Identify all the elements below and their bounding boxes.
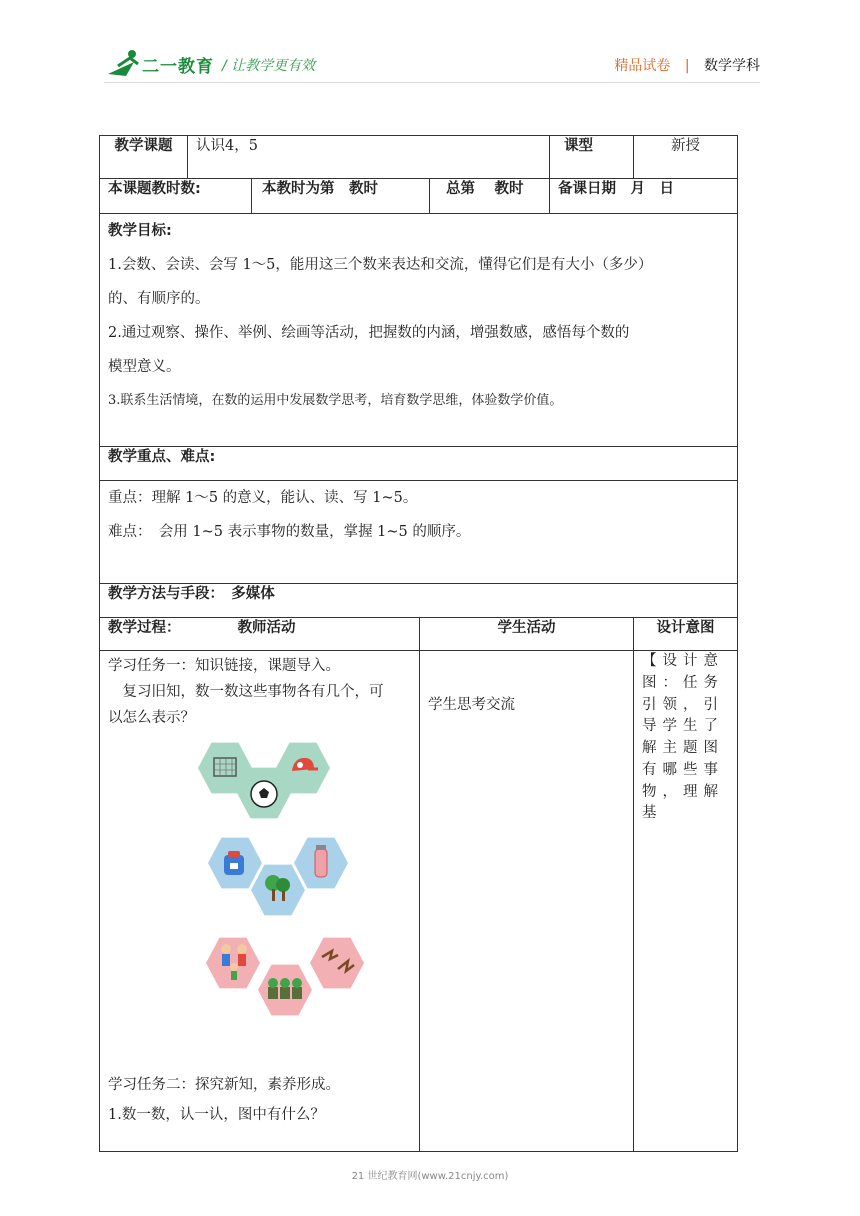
process-row [100, 651, 738, 1152]
hours-row [100, 179, 738, 214]
key-points-heading: 教学重点、难点: [100, 447, 738, 481]
brand-slogan: / 让教学更有效 [222, 58, 316, 74]
objective-line: 2.通过观察、操作、举例、绘画等活动，把握数的内涵，增强数感，感悟每个数的 [108, 325, 630, 341]
total-hours-label: 本课题教时数: [100, 179, 252, 214]
page-header [0, 0, 860, 100]
flowerpots-icon [266, 973, 304, 1003]
header-label-subject: 数学学科 [704, 58, 760, 74]
cap-icon [288, 753, 318, 781]
header-separator: | [684, 58, 690, 74]
method-row [100, 584, 738, 618]
prep-date-label: 备课日期 月 日 [550, 179, 738, 214]
task2-item: 1.数一数，认一认，图中有什么？ [108, 1107, 325, 1123]
this-hour-label: 本教时为第 教时 [252, 179, 430, 214]
backpack-icon [218, 847, 252, 879]
lesson-type-value: 新授 [634, 136, 738, 179]
brand-name: 二一教育 [142, 57, 214, 77]
objective-line: 模型意义。 [108, 359, 181, 375]
design-intent-heading: 设计意图 [634, 618, 738, 651]
task1-text: 以怎么表示？ [108, 710, 195, 726]
tree-icon [261, 871, 295, 905]
process-heading-row [100, 618, 738, 651]
soccer-ball-icon [249, 779, 279, 809]
key-points-heading-row [100, 447, 738, 481]
student-activity-text: 学生思考交流 [420, 651, 634, 1152]
objectives-row [100, 214, 738, 447]
children-icon [216, 941, 252, 983]
key-points-row [100, 481, 738, 584]
teacher-activity-heading: 教师活动 [237, 620, 296, 636]
topic-row [100, 136, 738, 179]
birds-icon [318, 943, 358, 983]
review-pictures [108, 741, 428, 1046]
header-right [614, 55, 760, 75]
objectives-heading: 教学目标: [108, 223, 172, 239]
overall-hour-label: 总第 教时 [430, 179, 550, 214]
objective-line: 的、有顺序的。 [108, 291, 210, 307]
topic-label: 教学课题 [100, 136, 188, 179]
lesson-plan-table [99, 135, 738, 1152]
objective-line: 3.联系生活情境，在数的运用中发展数学思考，培育数学思维，体验数学价值。 [108, 393, 563, 408]
header-divider [104, 82, 760, 83]
focus-text: 重点：理解 1～5 的意义，能认、读、写 1~5。 [108, 490, 418, 506]
task1-title: 学习任务一：知识链接，课题导入。 [108, 658, 340, 674]
lesson-type-label: 课型 [550, 136, 634, 179]
header-label-quality: 精品试卷 [614, 58, 671, 74]
objective-line: 1.会数、会读、会写 1～5，能用这三个数来表达和交流，懂得它们是有大小（多少） [108, 257, 653, 273]
student-activity-heading: 学生活动 [420, 618, 634, 651]
page-footer: 21 世纪教育网(www.21cnjy.com) [351, 1171, 509, 1182]
thermos-icon [306, 843, 336, 879]
task2-title: 学习任务二：探究新知，素养形成。 [108, 1077, 340, 1093]
difficulty-text: 难点： 会用 1~5 表示事物的数量，掌握 1~5 的顺序。 [108, 524, 471, 540]
topic-value: 认识4，5 [188, 136, 550, 179]
goal-net-icon [211, 753, 239, 781]
task1-text: 复习旧知，数一数这些事物各有几个，可 [108, 684, 384, 700]
method-heading: 教学方法与手段： 多媒体 [100, 584, 738, 618]
process-heading: 教学过程： [108, 620, 181, 636]
design-intent-text: 【设计意图：任务引领，引导学生了解主题图有哪些事物，理解基 [634, 651, 738, 1152]
